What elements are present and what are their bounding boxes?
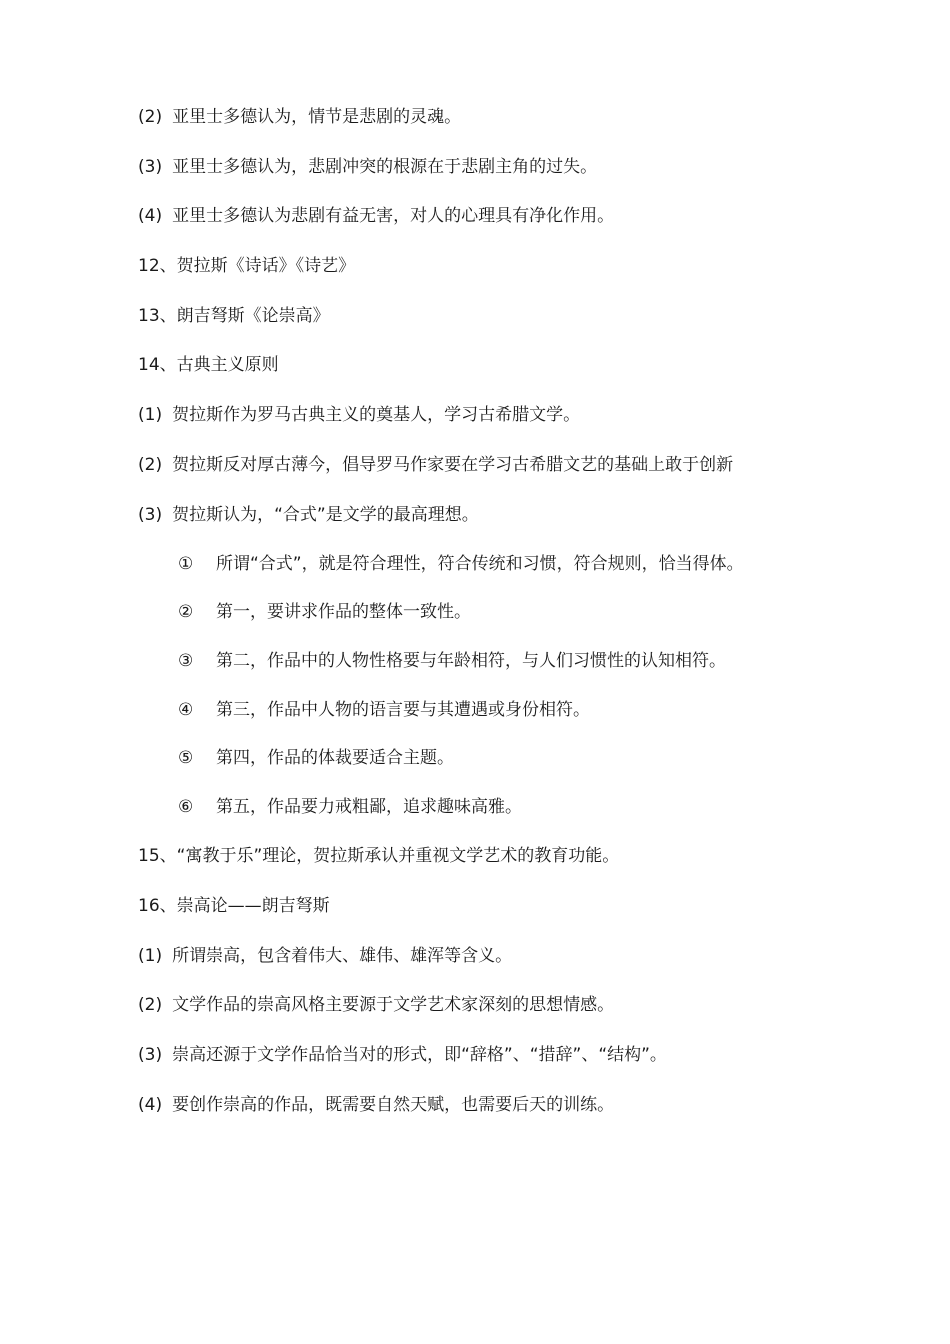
item-text: 文学作品的崇高风格主要源于文学艺术家深刻的思想情感。 <box>172 995 615 1015</box>
sub-list-item <box>178 747 454 769</box>
item-text: 贺拉斯认为，“合式”是文学的最高理想。 <box>172 505 479 525</box>
item-text: 贺拉斯反对厚古薄今，倡导罗马作家要在学习古希腊文艺的基础上敢于创新 <box>172 455 734 475</box>
sub-list-item <box>178 796 522 818</box>
item-number: ② <box>178 602 194 622</box>
sub-list-item <box>178 699 590 721</box>
list-item <box>138 994 614 1016</box>
item-text: 崇高论——朗吉弩斯 <box>176 896 330 916</box>
item-number: (3) <box>138 1045 163 1065</box>
list-item <box>138 106 461 128</box>
item-text: 所谓“合式”，就是符合理性，符合传统和习惯，符合规则，恰当得体。 <box>216 554 744 574</box>
list-item <box>138 504 479 526</box>
item-number: (1) <box>138 405 163 425</box>
item-text: 贺拉斯《诗话》《诗艺》 <box>176 256 356 276</box>
item-number: (2) <box>138 455 163 475</box>
item-text: 第四，作品的体裁要适合主题。 <box>216 748 454 768</box>
item-number: ④ <box>178 700 194 720</box>
item-number: 15、 <box>138 846 177 866</box>
item-number: (4) <box>138 206 163 226</box>
item-text: 所谓崇高，包含着伟大、雄伟、雄浑等含义。 <box>172 946 513 966</box>
item-number: (4) <box>138 1095 163 1115</box>
item-text: 亚里士多德认为，悲剧冲突的根源在于悲剧主角的过失。 <box>172 157 598 177</box>
item-number: ⑥ <box>178 797 194 817</box>
item-text: 第二，作品中的人物性格要与年龄相符，与人们习惯性的认知相符。 <box>216 651 726 671</box>
list-item <box>138 156 597 178</box>
sub-list-item <box>178 650 726 672</box>
item-text: 第一，要讲求作品的整体一致性。 <box>216 602 471 622</box>
item-text: 亚里士多德认为悲剧有益无害，对人的心理具有净化作用。 <box>172 206 615 226</box>
item-number: (2) <box>138 107 163 127</box>
item-number: (3) <box>138 157 163 177</box>
item-text: 要创作崇高的作品，既需要自然天赋，也需要后天的训练。 <box>172 1095 615 1115</box>
section-heading <box>138 845 619 867</box>
item-text: 第三，作品中人物的语言要与其遭遇或身份相符。 <box>216 700 590 720</box>
section-heading <box>138 305 330 327</box>
sub-list-item <box>178 553 744 575</box>
sub-list-item <box>178 601 471 623</box>
item-text: “寓教于乐”理论，贺拉斯承认并重视文学艺术的教育功能。 <box>176 846 620 866</box>
item-text: 亚里士多德认为，情节是悲剧的灵魂。 <box>172 107 462 127</box>
list-item <box>138 1094 614 1116</box>
list-item <box>138 404 580 426</box>
item-number: (2) <box>138 995 163 1015</box>
item-text: 古典主义原则 <box>176 355 279 375</box>
item-text: 贺拉斯作为罗马古典主义的奠基人，学习古希腊文学。 <box>172 405 581 425</box>
list-item <box>138 454 733 476</box>
list-item <box>138 1044 667 1066</box>
item-number: 16、 <box>138 896 177 916</box>
item-number: 13、 <box>138 306 177 326</box>
item-text: 崇高还源于文学作品恰当对的形式，即“辞格”、“措辞”、“结构”。 <box>172 1045 667 1065</box>
section-heading <box>138 354 279 376</box>
section-heading <box>138 895 330 917</box>
list-item <box>138 945 512 967</box>
section-heading <box>138 255 355 277</box>
item-number: ③ <box>178 651 194 671</box>
item-text: 第五，作品要力戒粗鄙，追求趣味高雅。 <box>216 797 522 817</box>
item-text: 朗吉弩斯《论崇高》 <box>176 306 330 326</box>
item-number: 12、 <box>138 256 177 276</box>
item-number: ① <box>178 554 194 574</box>
item-number: (3) <box>138 505 163 525</box>
item-number: (1) <box>138 946 163 966</box>
item-number: 14、 <box>138 355 177 375</box>
item-number: ⑤ <box>178 748 194 768</box>
list-item <box>138 205 614 227</box>
